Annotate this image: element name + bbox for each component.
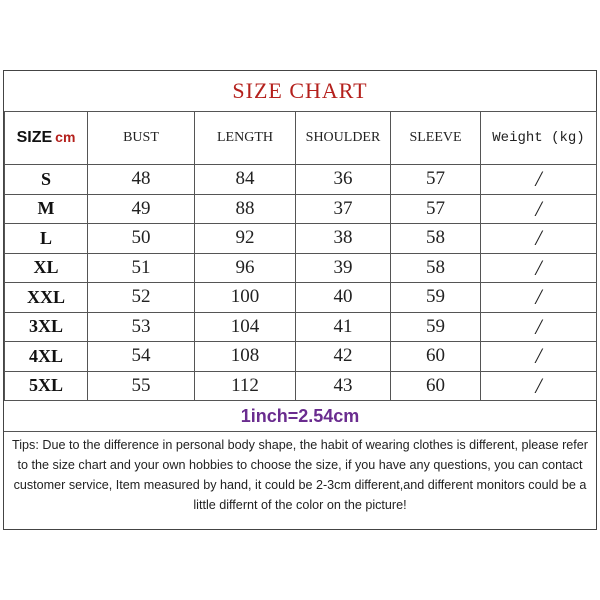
sleeve-cell: 60 [391,371,481,401]
column-header-sleeve: SLEEVE [391,112,481,165]
bust-cell: 51 [88,253,195,283]
size-cell: 4XL [5,342,88,372]
size-cell: M [5,194,88,224]
bust-cell: 48 [88,165,195,195]
weight-cell: / [481,371,597,401]
sleeve-cell: 59 [391,283,481,313]
weight-cell: / [481,312,597,342]
size-cell: XXL [5,283,88,313]
weight-cell: / [481,165,597,195]
column-header-length: LENGTH [195,112,296,165]
column-header-shoulder: SHOULDER [296,112,391,165]
shoulder-cell: 43 [296,371,391,401]
bust-cell: 49 [88,194,195,224]
chart-title: SIZE CHART [4,71,596,112]
length-cell: 92 [195,224,296,254]
shoulder-cell: 40 [296,283,391,313]
weight-cell: / [481,224,597,254]
sleeve-cell: 57 [391,165,481,195]
table-row [5,342,597,372]
bust-cell: 53 [88,312,195,342]
table-row [5,194,597,224]
table-row [5,283,597,313]
shoulder-cell: 39 [296,253,391,283]
size-cell: L [5,224,88,254]
sleeve-cell: 58 [391,253,481,283]
table-header-row [5,112,597,165]
bust-cell: 50 [88,224,195,254]
length-cell: 100 [195,283,296,313]
shoulder-cell: 36 [296,165,391,195]
size-column-header [5,112,88,165]
size-chart-frame [3,70,597,530]
column-header-weight: Weight (kg) [481,112,597,165]
size-cell: XL [5,253,88,283]
sleeve-cell: 58 [391,224,481,254]
length-cell: 84 [195,165,296,195]
length-cell: 108 [195,342,296,372]
length-cell: 104 [195,312,296,342]
sleeve-cell: 57 [391,194,481,224]
weight-cell: / [481,253,597,283]
bust-cell: 54 [88,342,195,372]
column-header-bust: BUST [88,112,195,165]
table-row [5,253,597,283]
unit-conversion-note: 1inch=2.54cm [4,401,596,432]
weight-cell: / [481,283,597,313]
size-cell: 5XL [5,371,88,401]
table-row [5,224,597,254]
length-cell: 112 [195,371,296,401]
bust-cell: 55 [88,371,195,401]
size-cell: 3XL [5,312,88,342]
length-cell: 88 [195,194,296,224]
sleeve-cell: 59 [391,312,481,342]
table-row [5,371,597,401]
length-cell: 96 [195,253,296,283]
size-header-label: SIZE [16,129,53,146]
size-cell: S [5,165,88,195]
table-row [5,165,597,195]
tips-text: Tips: Due to the difference in personal body shape, the habit of wearing clothes is different, please refer to the size chart and your own hobbies to choose the size, if you have any questions, you can contact customer service, Item measured by hand, it could be 2-3cm different,and different monitors could be a little differnt of the color on the picture! [12,438,588,512]
weight-cell: / [481,342,597,372]
size-header-unit: cm [55,129,76,145]
weight-cell: / [481,194,597,224]
shoulder-cell: 41 [296,312,391,342]
table-row [5,312,597,342]
shoulder-cell: 42 [296,342,391,372]
size-table [4,111,597,401]
sleeve-cell: 60 [391,342,481,372]
shoulder-cell: 38 [296,224,391,254]
bust-cell: 52 [88,283,195,313]
shoulder-cell: 37 [296,194,391,224]
